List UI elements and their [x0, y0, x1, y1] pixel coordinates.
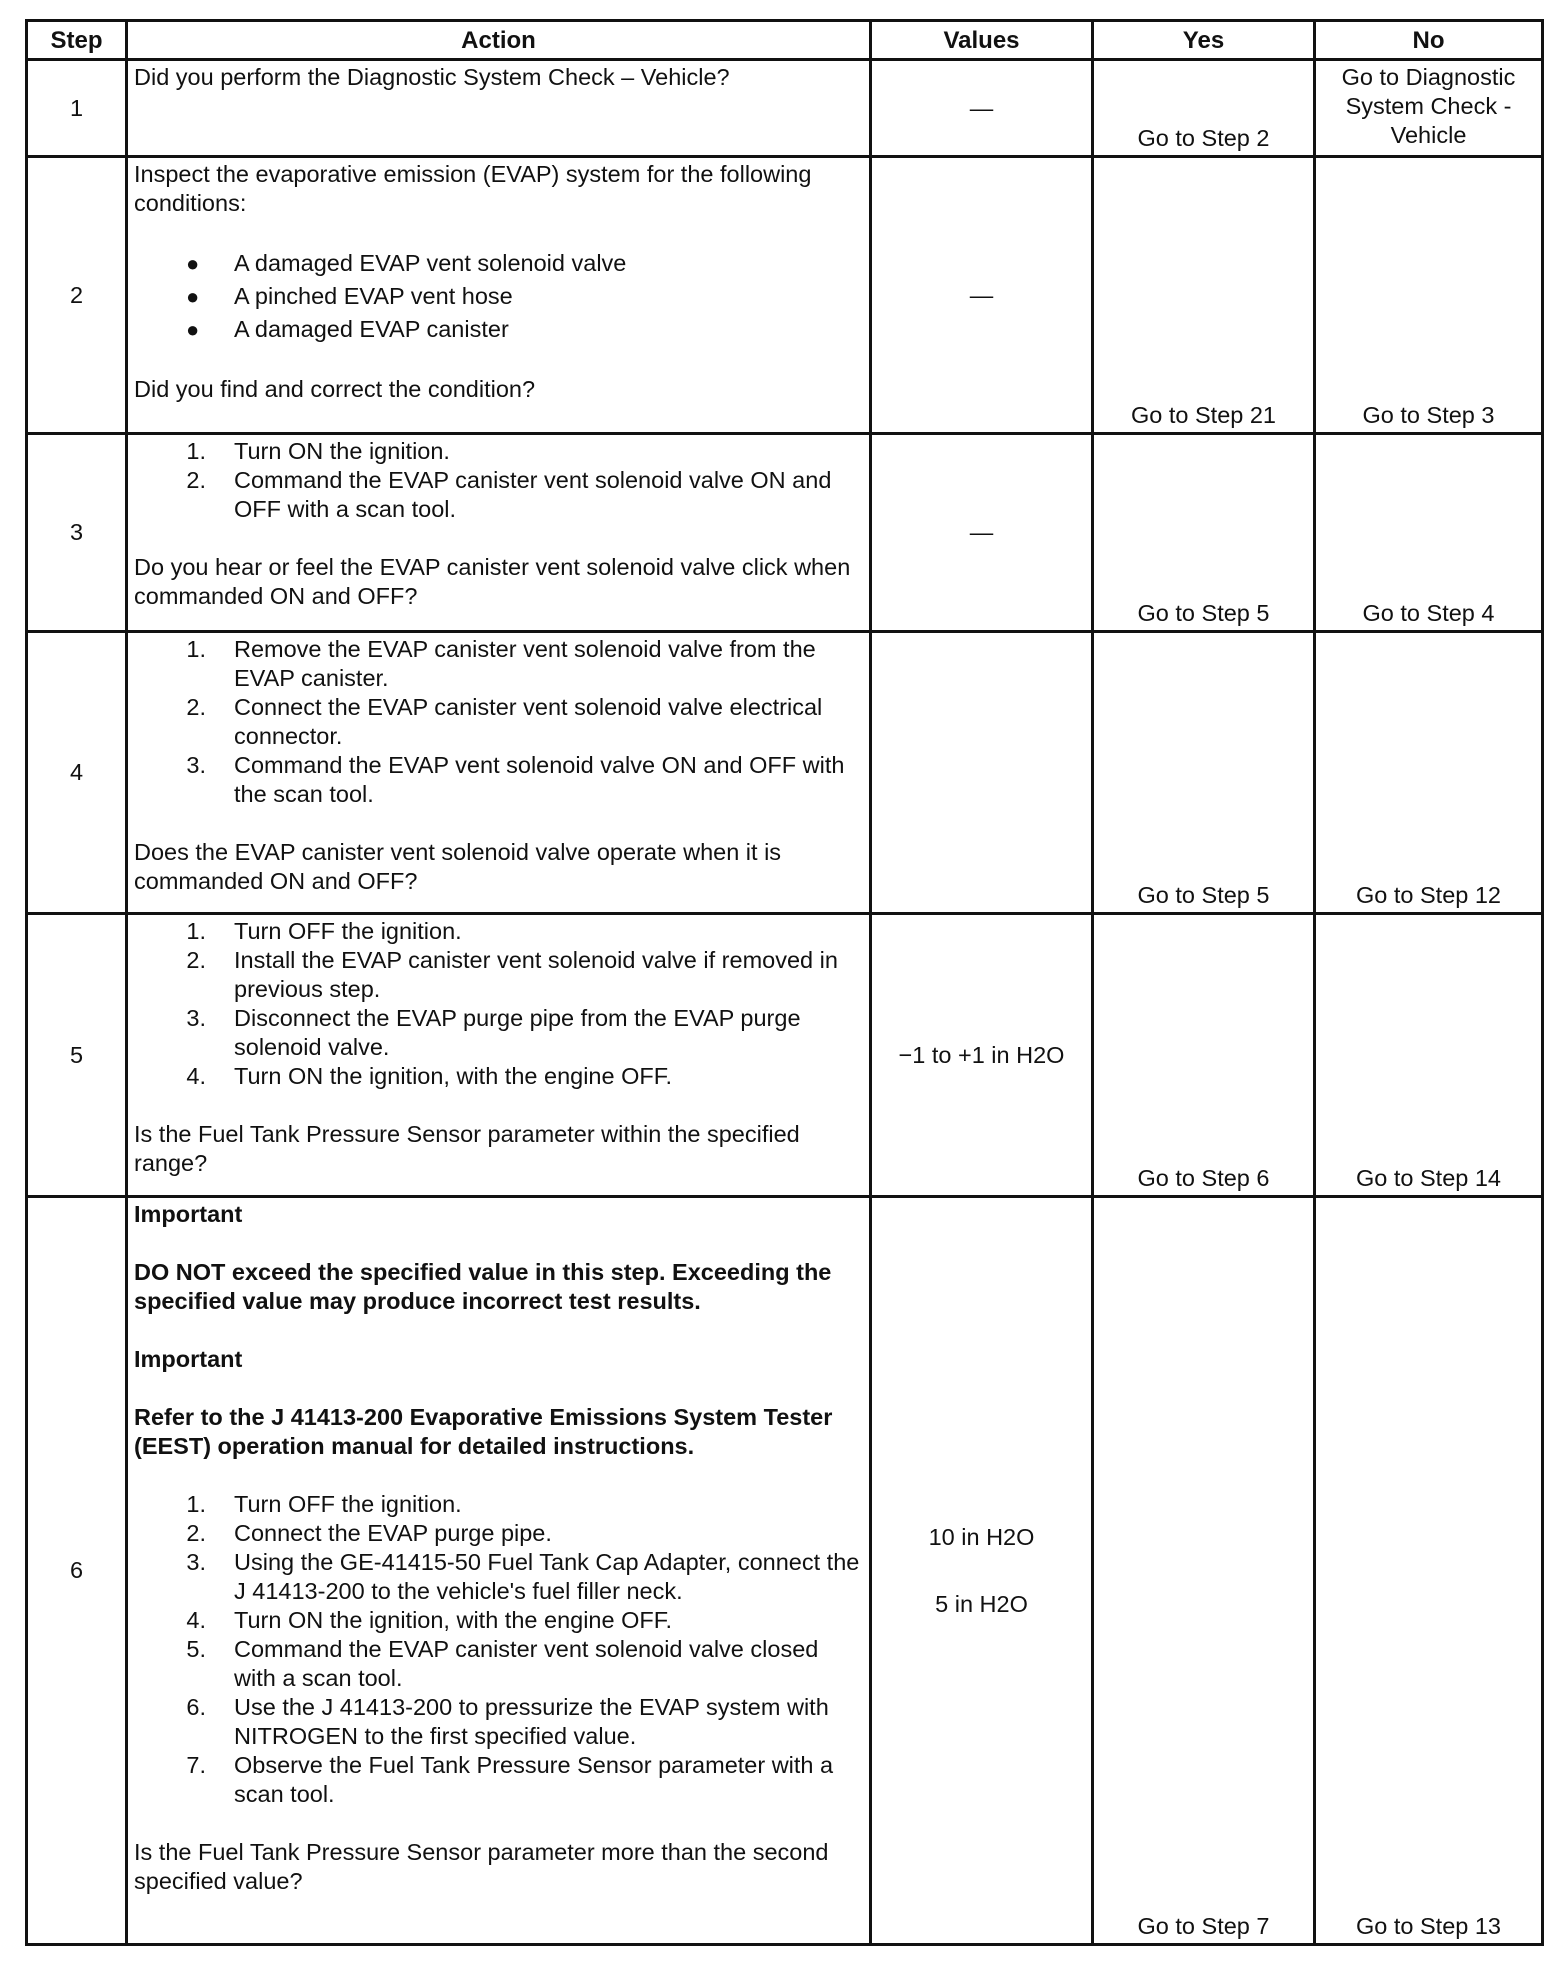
- list-item: 1. Turn ON the ignition.: [186, 438, 450, 464]
- header-yes: Yes: [1093, 21, 1315, 60]
- step-number: 4: [27, 632, 127, 914]
- value-cell: —: [871, 157, 1093, 434]
- table-row: [27, 157, 1543, 434]
- important-text: Refer to the J 41413-200 Evaporative Emissions System Tester (EEST) operation manual for detailed instructions.: [134, 1404, 833, 1459]
- list-item: 3. Disconnect the EVAP purge pipe from the EVAP purge solenoid valve.: [186, 1005, 801, 1060]
- table-row: [27, 632, 1543, 914]
- list-item: 2. Connect the EVAP purge pipe.: [186, 1520, 552, 1546]
- list-item: 3. Using the GE-41415-50 Fuel Tank Cap Adapter, connect the J 41413-200 to the vehicle's fuel filler neck.: [186, 1549, 860, 1604]
- list-item: 1. Remove the EVAP canister vent solenoid valve from the EVAP canister.: [186, 636, 816, 691]
- yes-cell: Go to Step 5: [1093, 632, 1315, 914]
- yes-cell: Go to Step 6: [1093, 914, 1315, 1197]
- important-label: Important: [134, 1346, 243, 1372]
- list-item: 4. Turn ON the ignition, with the engine OFF.: [186, 1063, 673, 1089]
- question-text: Is the Fuel Tank Pressure Sensor parameter within the specified range?: [134, 1121, 800, 1176]
- value-cell: [871, 1197, 1093, 1945]
- yes-cell: Go to Step 2: [1093, 60, 1315, 157]
- step-number: 3: [27, 434, 127, 632]
- list-item: ● A damaged EVAP vent solenoid valve: [186, 250, 627, 276]
- list-item: 1. Turn OFF the ignition.: [186, 1491, 462, 1517]
- action-cell: [127, 632, 871, 914]
- list-item: ● A pinched EVAP vent hose: [186, 283, 513, 309]
- action-cell: [127, 914, 871, 1197]
- value-cell: —: [871, 60, 1093, 157]
- important-text: DO NOT exceed the specified value in this step. Exceeding the specified value may produce incorrect test results.: [134, 1259, 832, 1314]
- list-item: 1. Turn OFF the ignition.: [186, 918, 462, 944]
- table-row: [27, 434, 1543, 632]
- list-item: 7. Observe the Fuel Tank Pressure Sensor parameter with a scan tool.: [186, 1752, 834, 1807]
- action-cell: [127, 1197, 871, 1945]
- header-row: [27, 21, 1543, 60]
- yes-cell: Go to Step 7: [1093, 1197, 1315, 1945]
- no-cell: Go to Step 14: [1315, 914, 1543, 1197]
- list-item: 3. Command the EVAP vent solenoid valve ON and OFF with the scan tool.: [186, 752, 845, 807]
- step-number: 1: [27, 60, 127, 157]
- instruction-list: [134, 635, 863, 809]
- step-number: 2: [27, 157, 127, 434]
- action-cell: [127, 157, 871, 434]
- header-action: Action: [127, 21, 871, 60]
- value-cell: −1 to +1 in H2O: [871, 914, 1093, 1197]
- important-label: Important: [134, 1201, 243, 1227]
- list-item: ● A damaged EVAP canister: [186, 316, 509, 342]
- yes-cell: Go to Step 21: [1093, 157, 1315, 434]
- list-item: 6. Use the J 41413-200 to pressurize the EVAP system with NITROGEN to the first specified value.: [186, 1694, 829, 1749]
- action-cell: [127, 60, 871, 157]
- question-text: Did you perform the Diagnostic System Check – Vehicle?: [134, 64, 730, 90]
- list-item: 2. Install the EVAP canister vent solenoid valve if removed in previous step.: [186, 947, 838, 1002]
- header-values: Values: [871, 21, 1093, 60]
- question-text: Does the EVAP canister vent solenoid valve operate when it is commanded ON and OFF?: [134, 839, 782, 894]
- condition-list: [134, 247, 863, 346]
- value-cell: [871, 632, 1093, 914]
- no-cell: Go to Step 4: [1315, 434, 1543, 632]
- question-text: Did you find and correct the condition?: [134, 376, 536, 402]
- list-item: 2. Command the EVAP canister vent solenoid valve ON and OFF with a scan tool.: [186, 467, 832, 522]
- header-step: Step: [27, 21, 127, 60]
- question-text: Is the Fuel Tank Pressure Sensor parameter more than the second specified value?: [134, 1839, 829, 1894]
- header-no: No: [1315, 21, 1543, 60]
- step-number: 5: [27, 914, 127, 1197]
- list-item: 2. Connect the EVAP canister vent solenoid valve electrical connector.: [186, 694, 823, 749]
- question-text: Do you hear or feel the EVAP canister vent solenoid valve click when commanded ON and OFF?: [134, 554, 851, 609]
- yes-cell: Go to Step 5: [1093, 434, 1315, 632]
- second-value: 5 in H2O: [935, 1590, 1028, 1617]
- no-cell: Go to Step 13: [1315, 1197, 1543, 1945]
- first-value: 10 in H2O: [928, 1523, 1035, 1550]
- step-number: 6: [27, 1197, 127, 1945]
- instruction-list: [134, 1490, 863, 1809]
- instruction-list: [134, 437, 863, 524]
- action-cell: [127, 434, 871, 632]
- intro-text: Inspect the evaporative emission (EVAP) system for the following conditions:: [134, 161, 812, 216]
- no-cell: Go to Step 3: [1315, 157, 1543, 434]
- table-row: [27, 1197, 1543, 1945]
- instruction-list: [134, 917, 863, 1091]
- no-cell: Go to Step 12: [1315, 632, 1543, 914]
- list-item: 4. Turn ON the ignition, with the engine OFF.: [186, 1607, 673, 1633]
- value-cell: —: [871, 434, 1093, 632]
- list-item: 5. Command the EVAP canister vent solenoid valve closed with a scan tool.: [186, 1636, 819, 1691]
- table-row: [27, 914, 1543, 1197]
- diagnostic-table: [25, 19, 1544, 1946]
- table-row: [27, 60, 1543, 157]
- no-cell: Go to Diagnostic System Check - Vehicle: [1315, 60, 1543, 157]
